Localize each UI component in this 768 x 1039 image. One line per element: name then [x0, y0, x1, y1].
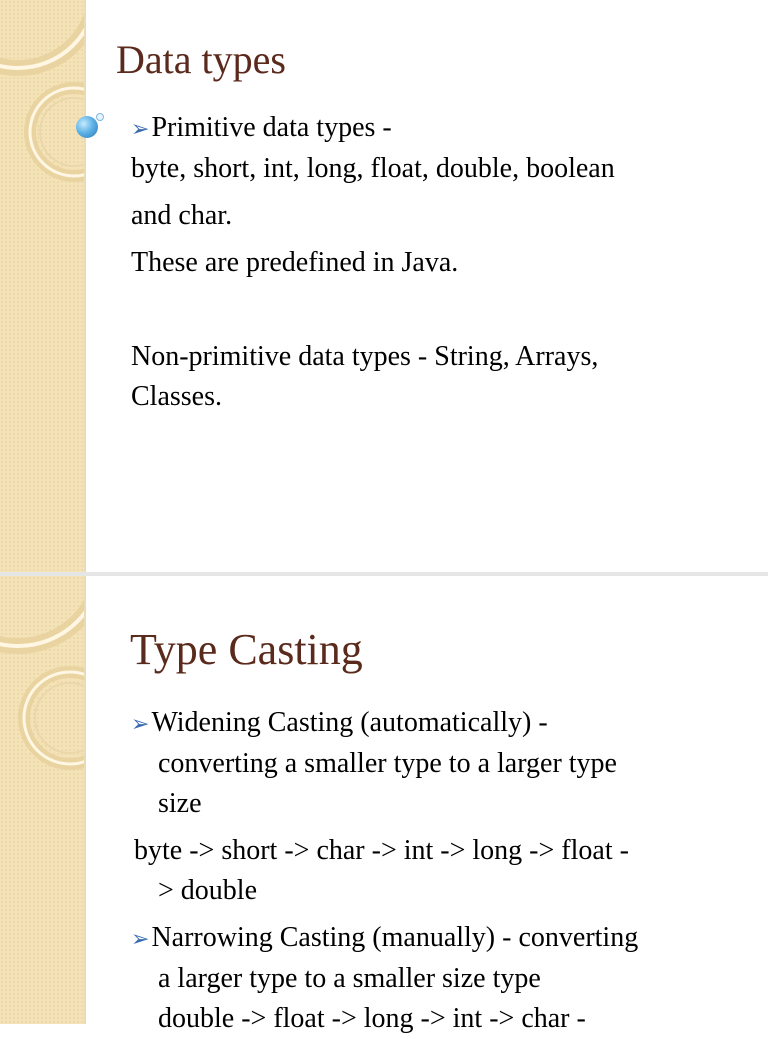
bullet-sphere-icon	[76, 116, 98, 138]
text-line: byte, short, int, long, float, double, boolean	[131, 153, 615, 184]
text-line: converting a smaller type to a larger type	[158, 748, 617, 779]
bullet-small-sphere-icon	[96, 113, 104, 121]
sidebar-decoration	[0, 0, 84, 572]
text-line: Narrowing Casting (manually) - converting	[151, 922, 639, 953]
text-line: byte -> short -> char -> int -> long -> float -	[134, 835, 629, 866]
text-line: and char.	[131, 200, 233, 231]
text-line: Widening Casting (automatically) -	[151, 707, 548, 738]
text-line: a larger type to a smaller size type	[158, 963, 541, 994]
text-line: size	[158, 788, 202, 819]
bullet-line	[131, 918, 741, 959]
text-line: Primitive data types -	[151, 112, 392, 143]
text-line: Classes.	[131, 381, 222, 412]
slide-title: Type Casting	[130, 625, 363, 674]
text-line: Non-primitive data types - String, Arrays,	[131, 341, 599, 372]
bullet-line	[131, 108, 751, 149]
text-line: double -> float -> long -> int -> char -	[158, 1003, 586, 1034]
arrow-bullet-icon: ➢	[131, 711, 150, 736]
non-primitive-types-text	[131, 337, 751, 417]
arrow-bullet-icon: ➢	[131, 926, 150, 951]
slide-title: Data types	[116, 37, 286, 82]
circle-ornament-icon	[0, 576, 84, 1024]
arrow-bullet-icon: ➢	[131, 116, 150, 141]
type-casting-text	[131, 703, 741, 1039]
text-line: > double	[158, 875, 257, 906]
text-line: These are predefined in Java.	[131, 247, 459, 278]
sidebar-edge	[84, 0, 86, 572]
circle-ornament-icon	[0, 0, 84, 572]
sidebar-edge	[84, 576, 86, 1024]
sidebar-decoration	[0, 576, 84, 1024]
bullet-line	[131, 703, 741, 744]
primitive-types-text	[131, 108, 751, 283]
